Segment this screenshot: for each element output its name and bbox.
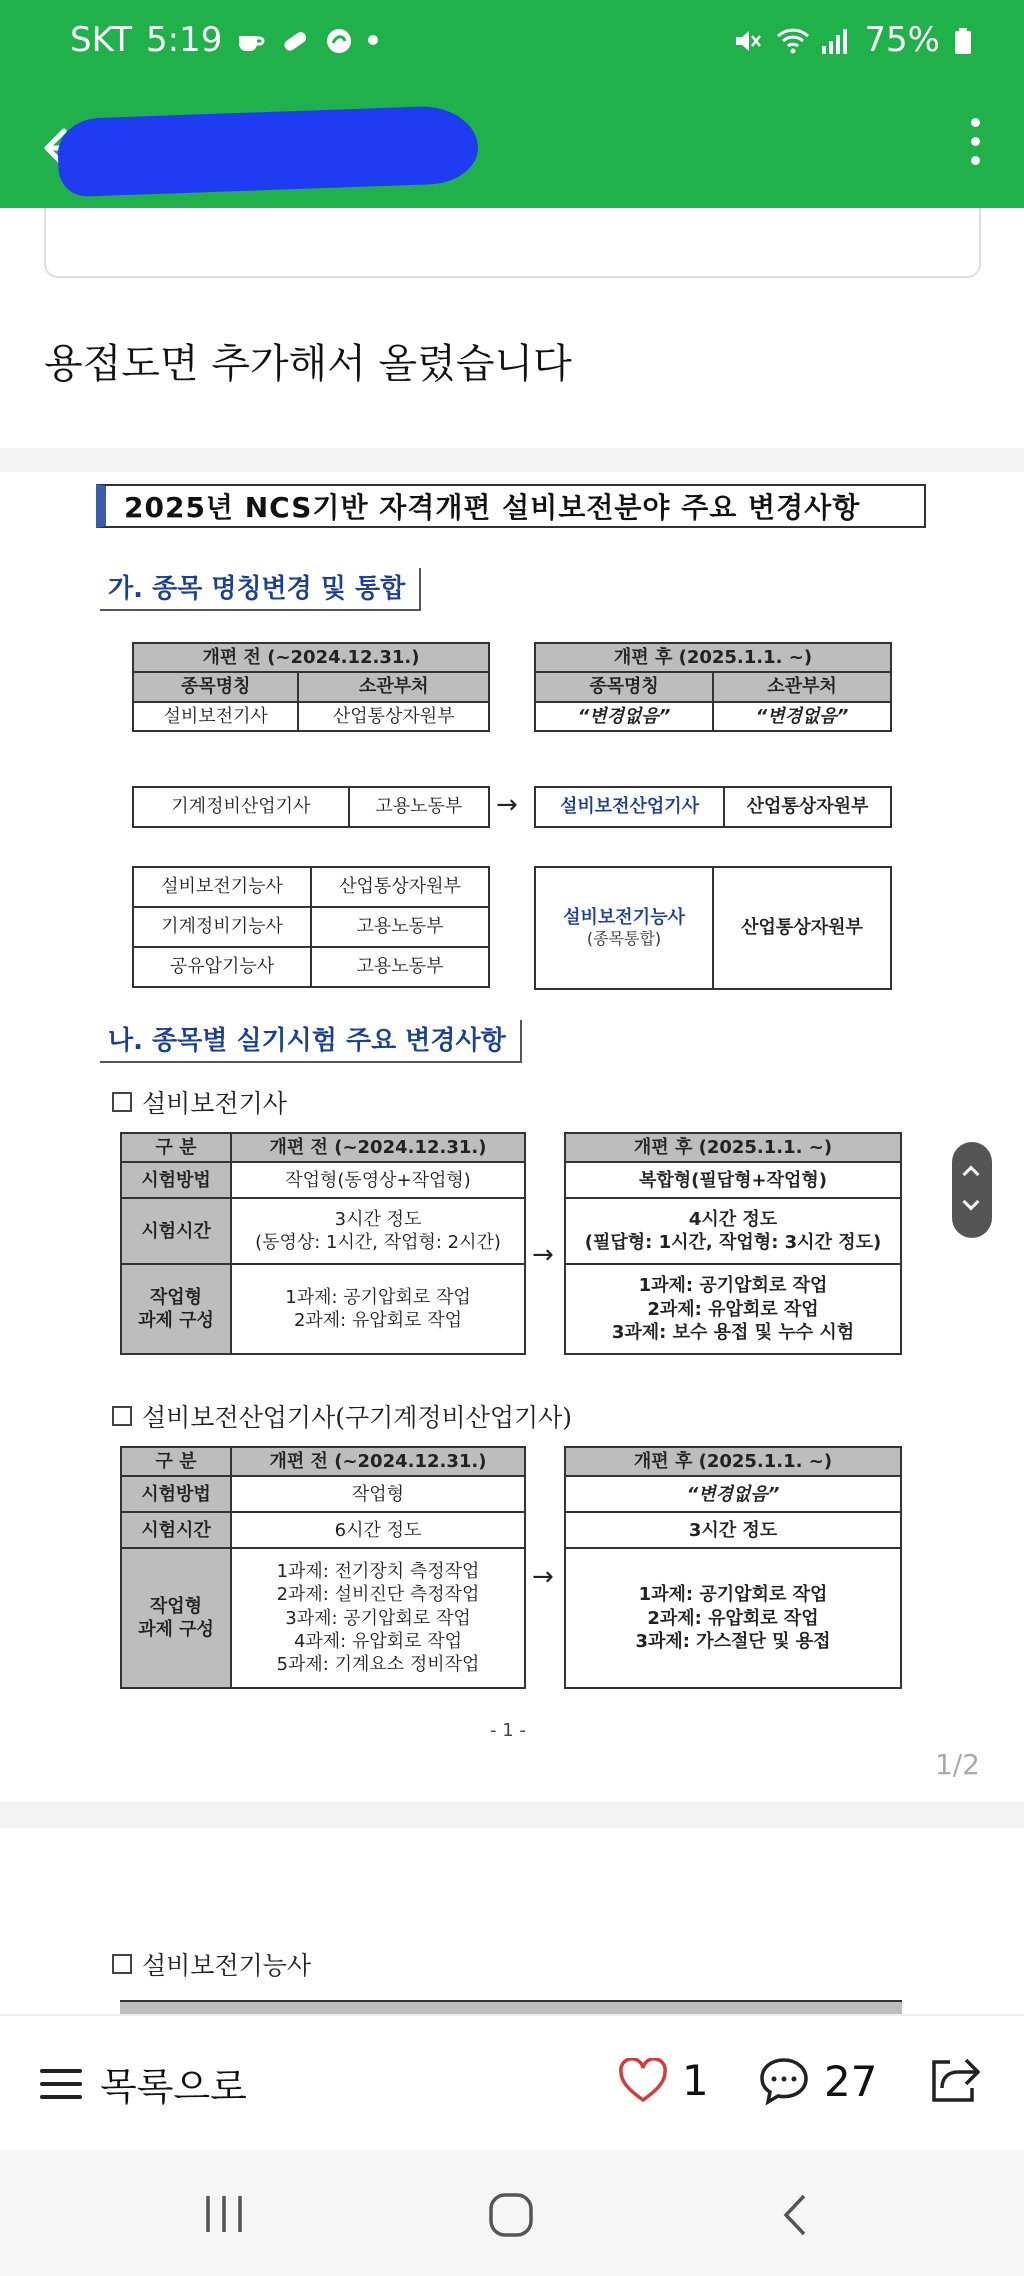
cell-sub: (종목통합): [586, 929, 662, 949]
cell: “변경없음”: [565, 1476, 901, 1512]
comment-icon: [758, 2056, 810, 2106]
th-dept: 소관부처: [298, 672, 489, 701]
cell: 작업형(동영상+작업형): [231, 1162, 525, 1198]
table-a2-before: [132, 786, 490, 828]
divider: [0, 1802, 1024, 1828]
menu-icon: [40, 2067, 82, 2101]
cell: 설비보전산업기사: [535, 787, 724, 827]
dot-icon: [368, 35, 378, 45]
app-bar: [0, 82, 1024, 208]
cell: 6시간 정도: [231, 1512, 525, 1548]
cell: (필답형: 1시간, 작업형: 3시간 정도): [584, 1232, 882, 1254]
arrow-icon: →: [532, 1240, 554, 1270]
table-exam2-before: [120, 1446, 526, 1689]
back-to-list-label: 목록으로: [100, 2065, 247, 2109]
back-nav-icon[interactable]: [778, 2192, 812, 2238]
cell: 공유압기능사: [133, 947, 311, 987]
clock: 5:19: [146, 20, 223, 60]
th-dept: 소관부처: [713, 672, 891, 701]
cell: 설비보전기능사: [133, 867, 311, 907]
exam3-title-text: 설비보전기능사: [142, 1951, 312, 1980]
table-a-before: [132, 642, 490, 732]
table-exam1-before: [120, 1132, 526, 1355]
cell: 기계정비산업기사: [133, 787, 349, 827]
share-icon[interactable]: [926, 2052, 982, 2108]
battery-percent: 75%: [864, 20, 940, 60]
exam3-title: [112, 1946, 311, 1982]
system-nav-bar: [0, 2150, 1024, 2276]
link-preview-card[interactable]: [44, 208, 981, 278]
cell: 설비보전기사: [133, 702, 298, 731]
cell: 산업통상자원부: [724, 787, 891, 827]
cell: 1과제: 공기압회로 작업: [285, 1287, 471, 1308]
comment-count: 27: [824, 2056, 878, 2106]
section-b-title: 나. 종목별 실기시험 주요 변경사항: [100, 1020, 522, 1063]
heart-icon: [618, 2058, 668, 2104]
cell: 4시간 정도: [688, 1209, 778, 1230]
doc-page-number: - 1 -: [490, 1720, 526, 1741]
exam2-title-text: 설비보전산업기사(구기계정비산업기사): [142, 1403, 573, 1432]
table-a3-before: [132, 866, 490, 988]
comment-button[interactable]: [758, 2056, 877, 2106]
arrow-icon: →: [496, 790, 518, 820]
like-button[interactable]: [618, 2056, 709, 2105]
exam1-title-text: 설비보전기사: [142, 1089, 287, 1118]
app-notification-icon: [324, 25, 354, 55]
cell: 1과제: 공기압회로 작업: [638, 1584, 828, 1606]
table-exam1-after: [564, 1132, 902, 1355]
cell: 3과제: 보수 용접 및 누수 시험: [611, 1322, 855, 1344]
section-a-title: 가. 종목 명칭변경 및 통합: [100, 568, 421, 611]
cell: 고용노동부: [349, 787, 489, 827]
th: 구 분: [121, 1133, 231, 1162]
status-bar: [0, 0, 1024, 82]
th-after: 개편 후 (2025.1.1. ~): [535, 643, 891, 672]
cell: 산업통상자원부: [713, 867, 891, 989]
carrier: SKT: [70, 20, 133, 60]
pill-icon: [280, 25, 310, 55]
battery-icon: [954, 25, 972, 55]
cell: 5과제: 기계요소 정비작업: [276, 1654, 480, 1676]
cell: 기계정비기능사: [133, 907, 311, 947]
th: 개편 후 (2025.1.1. ~): [565, 1447, 901, 1476]
checkbox-icon: [112, 1954, 132, 1974]
cell: 고용노동부: [311, 947, 489, 987]
cell: 산업통상자원부: [298, 702, 489, 731]
checkbox-icon: [112, 1092, 132, 1112]
recents-icon[interactable]: [202, 2194, 246, 2234]
exam2-title: [112, 1398, 572, 1434]
cell: 1과제: 전기장치 측정작업: [276, 1560, 480, 1582]
cell: 산업통상자원부: [311, 867, 489, 907]
th: 작업형 과제 구성: [121, 1548, 231, 1688]
cell: (동영상: 1시간, 작업형: 2시간): [255, 1232, 501, 1254]
next-table-edge: [120, 2000, 902, 2014]
document-image[interactable]: [0, 472, 1024, 1802]
more-vert-icon[interactable]: [960, 112, 990, 176]
cell: 작업형: [231, 1476, 525, 1512]
th: 개편 전 (~2024.12.31.): [231, 1447, 525, 1476]
redacted-title: [57, 105, 479, 198]
th: 개편 전 (~2024.12.31.): [231, 1133, 525, 1162]
th: 시험시간: [121, 1198, 231, 1264]
cell: 2과제: 설비진단 측정작업: [276, 1584, 480, 1606]
th: 시험방법: [121, 1476, 231, 1512]
th: 작업형 과제 구성: [121, 1264, 231, 1354]
table-a3-after: [534, 866, 892, 990]
table-a-after: [534, 642, 892, 732]
cell: 3시간 정도: [565, 1512, 901, 1548]
scroll-control[interactable]: [952, 1142, 992, 1238]
back-to-list-button[interactable]: [40, 2056, 247, 2111]
page-indicator: 1/2: [934, 1748, 980, 1781]
cell: 2과제: 유압회로 작업: [647, 1607, 819, 1629]
home-icon[interactable]: [488, 2192, 534, 2238]
cell: “변경없음”: [535, 702, 713, 731]
cell: “변경없음”: [713, 702, 891, 731]
cell: 고용노동부: [311, 907, 489, 947]
th: 구 분: [121, 1447, 231, 1476]
cell: 3시간 정도: [334, 1209, 422, 1230]
post-content: [0, 208, 1024, 2014]
cell: 설비보전기능사: [563, 906, 685, 928]
cell: 3과제: 가스절단 및 용접: [635, 1631, 831, 1653]
divider: [0, 448, 1024, 474]
post-text: 용접도면 추가해서 올렸습니다: [44, 341, 572, 387]
cell: 2과제: 유압회로 작업: [647, 1298, 819, 1320]
mute-icon: [732, 25, 762, 55]
cup-icon: [236, 25, 266, 55]
cell: 3과제: 공기압회로 작업: [285, 1607, 471, 1629]
th-name: 종목명칭: [133, 672, 298, 701]
th: 시험방법: [121, 1162, 231, 1198]
doc-title: 2025년 NCS기반 자격개편 설비보전분야 주요 변경사항: [96, 484, 926, 528]
th: 시험시간: [121, 1512, 231, 1548]
cell: 1과제: 공기압회로 작업: [638, 1275, 828, 1297]
checkbox-icon: [112, 1406, 132, 1426]
exam1-title: [112, 1084, 287, 1120]
th-name: 종목명칭: [535, 672, 713, 701]
like-count: 1: [682, 2056, 709, 2105]
wifi-icon: [776, 25, 806, 55]
signal-icon: [820, 25, 850, 55]
cell: 4과제: 유압회로 작업: [293, 1631, 463, 1653]
arrow-icon: →: [532, 1562, 554, 1592]
table-a2-after: [534, 786, 892, 828]
th-before: 개편 전 (~2024.12.31.): [133, 643, 489, 672]
bottom-action-bar: [0, 2014, 1024, 2150]
table-exam2-after: [564, 1446, 902, 1689]
cell: 복합형(필답형+작업형): [565, 1162, 901, 1198]
th: 개편 후 (2025.1.1. ~): [565, 1133, 901, 1162]
cell: 2과제: 유압회로 작업: [293, 1310, 463, 1332]
